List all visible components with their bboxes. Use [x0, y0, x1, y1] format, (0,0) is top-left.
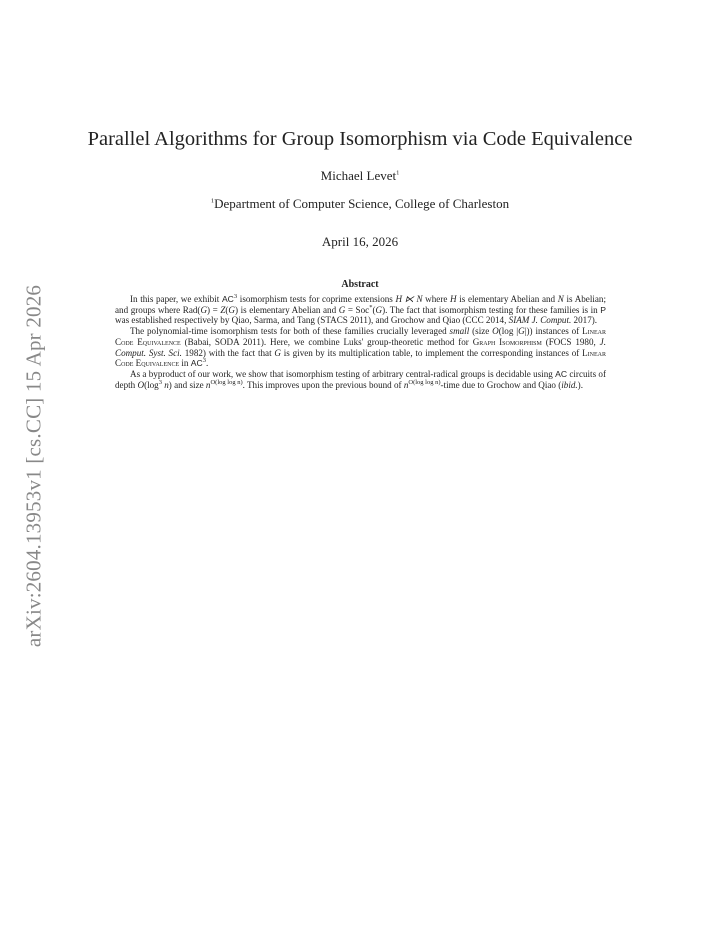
complexity-class-p: P [600, 304, 606, 315]
complexity-class-ac: AC [555, 368, 568, 379]
text-run: ) = [207, 304, 221, 315]
text-run: ( [372, 304, 376, 315]
journal-name: SIAM J. Comput. [508, 315, 572, 326]
text-run: . This improves upon the previous bound of [242, 379, 404, 390]
problem-name: Linear Code Equivalence [115, 347, 606, 369]
math-term: G [338, 304, 346, 315]
math-term: G [228, 304, 235, 315]
citation-ibid: ibid. [561, 379, 578, 390]
math-term: G [375, 304, 383, 315]
text-run: is given by its multiplication table, to implement the corresponding instances of [281, 347, 583, 358]
text-run: is Abelian; and groups where Rad( [115, 294, 607, 315]
text-run: . [205, 358, 209, 369]
text-run: is elementary Abelian and [456, 294, 558, 304]
problem-name: Graph Isomorphism [472, 336, 542, 347]
text-run: ) is elementary Abelian and [235, 304, 339, 315]
paper-title: Parallel Algorithms for Group Isomorphism via Code Equivalence [87, 128, 633, 150]
text-run: ). The fact that isomorphism testing for these families is in [382, 304, 601, 315]
abstract-paragraph-3 [115, 369, 606, 390]
text-run: In this paper, we exhibit [130, 294, 222, 304]
affiliation-line [0, 196, 720, 212]
superscript: * [369, 303, 373, 311]
superscript: O(log log n) [408, 378, 441, 386]
superscript: O(log log n) [210, 378, 243, 386]
math-term: N [557, 294, 564, 304]
affiliation-text: Department of Computer Science, College of Charleston [214, 196, 510, 211]
math-term: O [137, 379, 145, 390]
problem-name: Linear Code Equivalence [115, 326, 606, 347]
journal-name: J. Comput. Syst. Sci. [115, 336, 606, 358]
math-term: H [450, 294, 457, 304]
text-run: -time due to Grochow and Qiao ( [440, 379, 562, 390]
complexity-class-ac: AC [221, 294, 234, 304]
text-run: ). [577, 379, 583, 390]
math-term: G [274, 347, 281, 358]
math-term: H ⋉ N [395, 294, 423, 304]
abstract-paragraph-1 [115, 294, 606, 326]
math-term: n [205, 379, 211, 390]
complexity-class-ac: AC [190, 358, 203, 369]
text-run: (Babai, SODA 2011). Here, we combine Luks' group-theoretic method for [180, 336, 473, 347]
text-run: (size [469, 326, 493, 337]
math-term: n [164, 379, 169, 390]
superscript: 3 [158, 378, 162, 386]
math-term: O [492, 326, 499, 337]
superscript: 3 [202, 357, 206, 365]
text-run: 2017). [571, 315, 598, 326]
text-run: The polynomial-time isomorphism tests for both of these families crucially leveraged [130, 326, 450, 337]
text-run: = Soc [345, 304, 370, 315]
text-run: (log | [498, 326, 519, 337]
author-name: Michael Levet [320, 168, 397, 183]
emphasis: small [449, 326, 470, 337]
author-affiliation-mark: 1 [396, 169, 400, 177]
abstract-paragraph-2 [115, 326, 606, 369]
text-run: ) and size [168, 379, 206, 390]
text-run: 1982) with the fact that [181, 347, 275, 358]
text-run: (FOCS 1980, [541, 336, 600, 347]
text-run: circuits of depth [115, 368, 606, 390]
math-term: n [403, 379, 409, 390]
math-term: G [200, 304, 208, 315]
text-run: ( [225, 304, 229, 315]
text-run: (log [144, 379, 159, 390]
author-line [0, 168, 720, 184]
text-run: As a byproduct of our work, we show that isomorphism testing of arbitrary central-radical groups is decidable using [130, 368, 556, 379]
text-run: where [422, 294, 451, 304]
text-run: in [179, 358, 191, 369]
math-term: Z [220, 304, 226, 315]
text-run: |)) instances of [524, 326, 583, 337]
text-run: isomorphism tests for coprime extensions [237, 294, 396, 304]
text-run: was established respectively by Qiao, Sarma, and Tang (STACS 2011), and Grochow and Qiao (CCC 2014, [115, 315, 509, 326]
arxiv-sidebar-stamp: arXiv:2604.13953v1 [cs.CC] 15 Apr 2026 [21, 284, 46, 648]
math-term: G [518, 326, 525, 337]
abstract-heading: Abstract [341, 279, 379, 290]
abstract-body [115, 294, 606, 390]
paper-date: April 16, 2026 [321, 234, 399, 249]
superscript: 3 [233, 292, 238, 300]
affiliation-mark: 1 [210, 197, 215, 205]
